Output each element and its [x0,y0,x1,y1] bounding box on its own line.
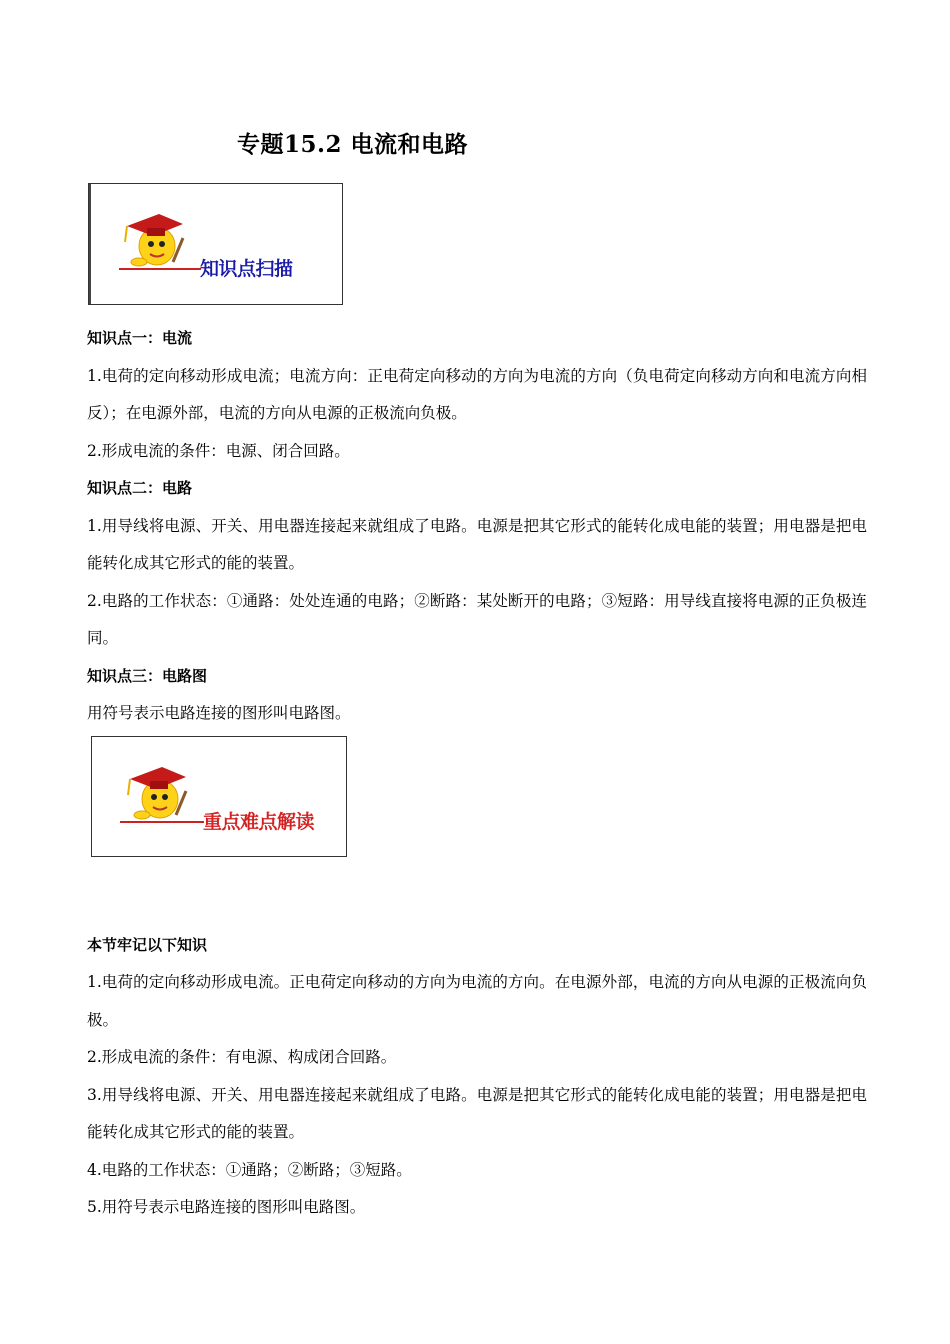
summary-item: 2.形成电流的条件：有电源、构成闭合回路。 [87,1048,397,1066]
paragraph: 用符号表示电路连接的图形叫电路图。 [87,704,351,722]
summary-item: 4.电路的工作状态：①通路；②断路；③短路。 [87,1160,412,1179]
summary-item: 5.用符号表示电路连接的图形叫电路图。 [87,1198,366,1216]
banner-underline [119,268,201,270]
paragraph: 1.电荷的定向移动形成电流；电流方向：正电荷定向移动的方向为电流的方向（负电荷定向移动方向和电流方向相反）；在电源外部，电流的方向从电源的正极流向负极。 [87,366,867,422]
paragraph: 1.用导线将电源、开关、用电器连接起来就组成了电路。电源是把其它形式的能转化成电能的装置；用电器是把电能转化成其它形式的能的装置。 [87,516,867,572]
summary-heading: 本节牢记以下知识 [87,935,208,954]
summary-item: 3.用导线将电源、开关、用电器连接起来就组成了电路。电源是把其它形式的能转化成电能的装置；用电器是把电能转化成其它形式的能的装置。 [87,1085,867,1141]
paragraph: 2.形成电流的条件：电源、闭合回路。 [87,441,350,460]
section-heading: 知识点三：电路图 [87,666,208,685]
knowledge-scan-banner [88,183,343,305]
banner-underline [120,821,204,823]
graduate-mascot-icon [113,200,193,274]
banner-label: 知识点扫描 [200,258,293,280]
page-title: 专题15.2 电流和电路 [237,131,469,158]
paragraph: 2.电路的工作状态：①通路：处处连通的电路；②断路：某处断开的电路；③短路：用导线直接将电源的正负极连同。 [87,591,867,647]
section-heading: 知识点一：电流 [87,329,193,347]
key-points-banner [91,736,347,857]
graduate-mascot-icon [116,753,196,827]
section-heading: 知识点二：电路 [87,479,193,497]
banner-label: 重点难点解读 [203,811,315,833]
summary-item: 1.电荷的定向移动形成电流。正电荷定向移动的方向为电流的方向。在电源外部，电流的方向从电源的正极流向负极。 [87,973,867,1029]
